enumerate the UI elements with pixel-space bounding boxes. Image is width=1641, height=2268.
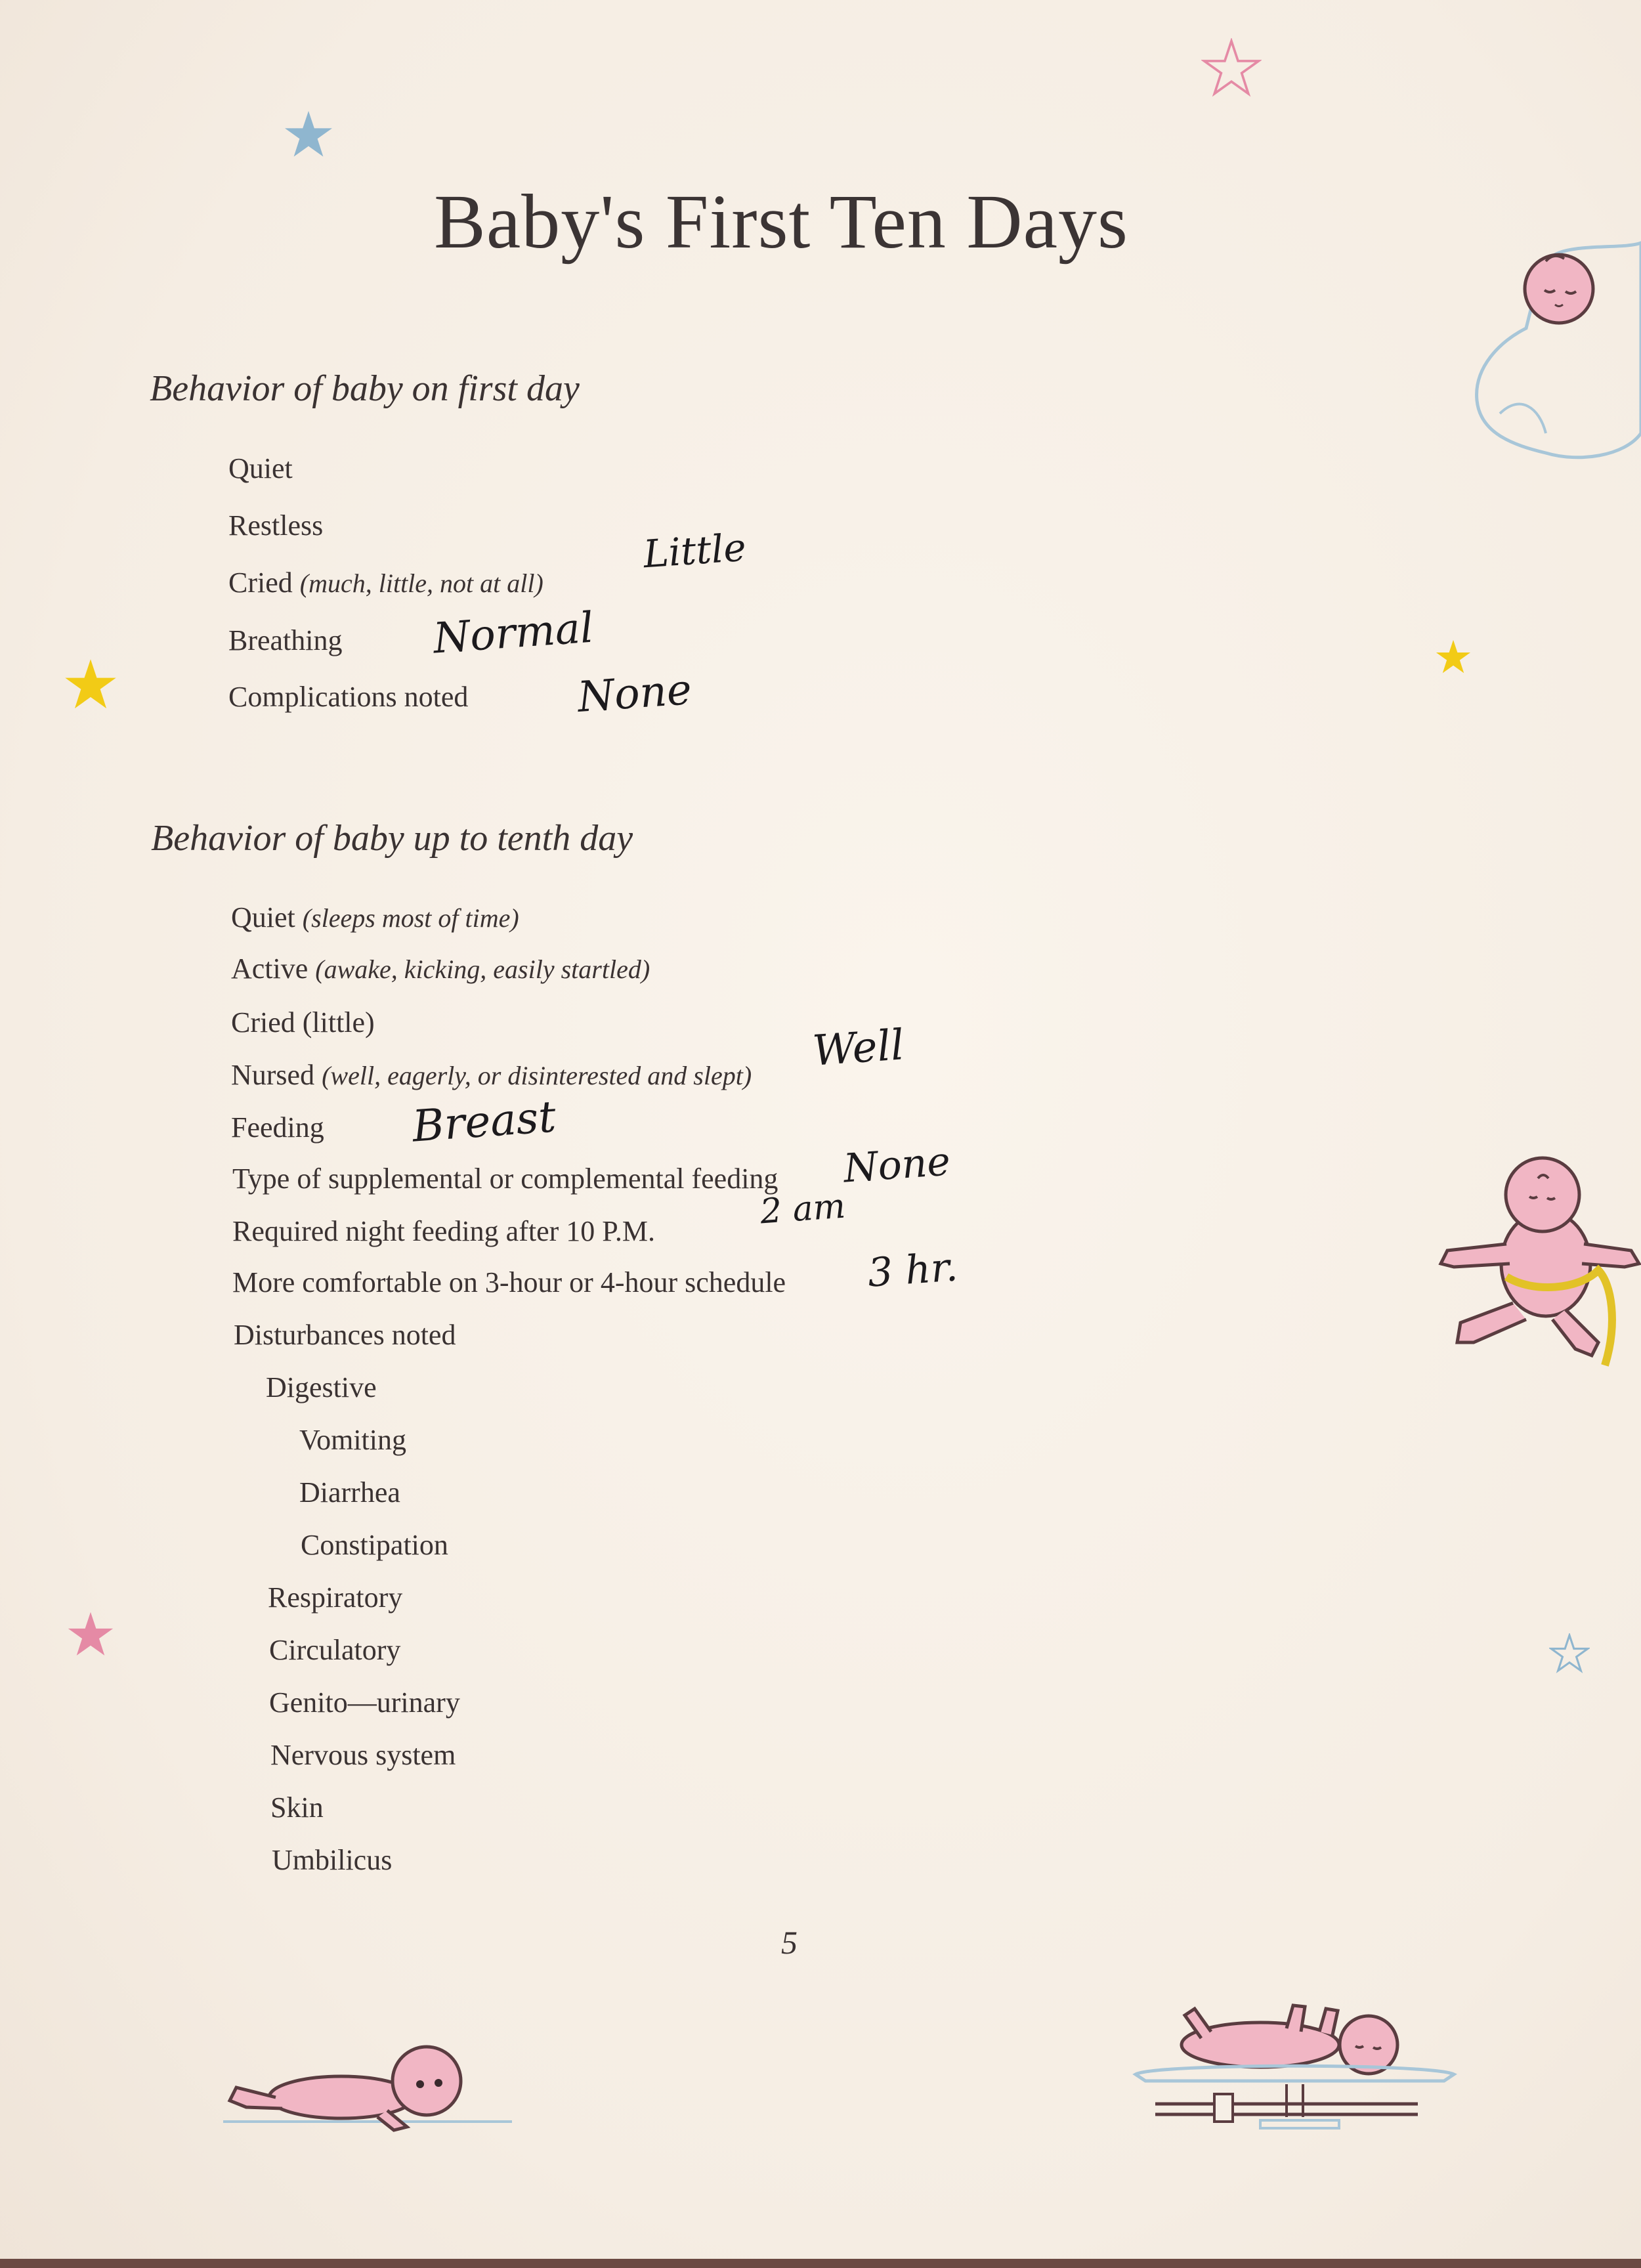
item-label: Disturbances noted — [234, 1319, 456, 1351]
star-icon — [66, 1610, 116, 1659]
item-note: (well, eagerly, or disinterested and slept) — [322, 1061, 752, 1090]
item-note: (awake, kicking, easily startled) — [315, 954, 650, 984]
item-label: Cried (little) — [231, 1006, 375, 1038]
page-edge — [0, 2259, 1641, 2268]
item-label: Nursed — [231, 1059, 315, 1091]
disturbance-umbilicus: Umbilicus — [272, 1844, 393, 1876]
tenth-day-heading: Behavior of baby up to tenth day — [151, 818, 633, 859]
answer-breathing: Normal — [431, 603, 595, 664]
item-label: Restless — [228, 509, 324, 542]
item-label: Quiet — [231, 901, 295, 933]
item-label: Cried — [228, 567, 293, 599]
crawling-baby-icon — [223, 2035, 512, 2133]
star-outline-icon — [1201, 38, 1262, 98]
star-outline-icon — [1549, 1633, 1590, 1674]
star-icon — [1434, 638, 1472, 676]
answer-schedule: 3 hr. — [866, 1244, 960, 1296]
disturbance-skin: Skin — [270, 1791, 324, 1824]
first-day-quiet — [228, 452, 293, 485]
sleeping-baby-icon — [1474, 236, 1641, 479]
tenth-day-quiet — [231, 901, 519, 934]
answer-feeding: Breast — [410, 1091, 558, 1152]
item-label: Required night feeding after 10 P.M. — [232, 1215, 655, 1247]
star-icon — [62, 656, 119, 713]
first-day-heading: Behavior of baby on first day — [150, 368, 580, 409]
item-note: (sleeps most of time) — [302, 903, 519, 933]
tenth-day-schedule — [232, 1266, 786, 1299]
answer-supplemental: None — [842, 1138, 952, 1192]
tenth-day-feeding — [231, 1111, 324, 1144]
item-label: Quiet — [228, 452, 293, 484]
first-day-complications — [228, 680, 468, 714]
page-title: Baby's First Ten Days — [434, 179, 1128, 265]
item-label: Complications noted — [228, 681, 469, 713]
disturbance-respiratory: Respiratory — [268, 1581, 403, 1614]
baby-measuring-tape-icon — [1434, 1152, 1641, 1369]
disturbance-nervous-system: Nervous system — [270, 1739, 456, 1771]
first-day-cried — [228, 566, 543, 599]
answer-night-feeding: 2 am — [759, 1186, 847, 1232]
item-label: Feeding — [231, 1111, 324, 1144]
baby-on-scale-icon — [1129, 1999, 1457, 2133]
tenth-day-supplemental — [232, 1162, 778, 1195]
tenth-day-cried — [231, 1006, 375, 1039]
answer-nursed: Well — [811, 1021, 906, 1076]
item-note: (much, little, not at all) — [299, 568, 543, 598]
first-day-breathing — [228, 624, 343, 657]
tenth-day-active — [231, 952, 650, 985]
disturbance-genito-urinary: Genito—urinary — [269, 1686, 460, 1719]
tenth-day-nursed — [231, 1058, 752, 1092]
disturbance-constipation: Constipation — [301, 1529, 448, 1561]
first-day-restless — [228, 509, 323, 542]
page-number: 5 — [781, 1924, 798, 1961]
disturbance-diarrhea: Diarrhea — [299, 1476, 400, 1508]
answer-cried: Little — [641, 524, 748, 577]
item-label: Breathing — [228, 624, 343, 656]
item-label: More comfortable on 3-hour or 4-hour schedule — [232, 1266, 786, 1298]
tenth-day-night-feeding — [232, 1214, 655, 1248]
item-label: Active — [231, 952, 309, 985]
answer-complications: None — [576, 666, 693, 722]
disturbance-vomiting: Vomiting — [299, 1424, 407, 1456]
tenth-day-disturbances — [234, 1318, 456, 1352]
disturbance-circulatory: Circulatory — [269, 1634, 401, 1666]
item-label: Type of supplemental or complemental feeding — [232, 1163, 778, 1195]
disturbance-digestive: Digestive — [266, 1371, 377, 1403]
star-icon — [282, 108, 335, 161]
